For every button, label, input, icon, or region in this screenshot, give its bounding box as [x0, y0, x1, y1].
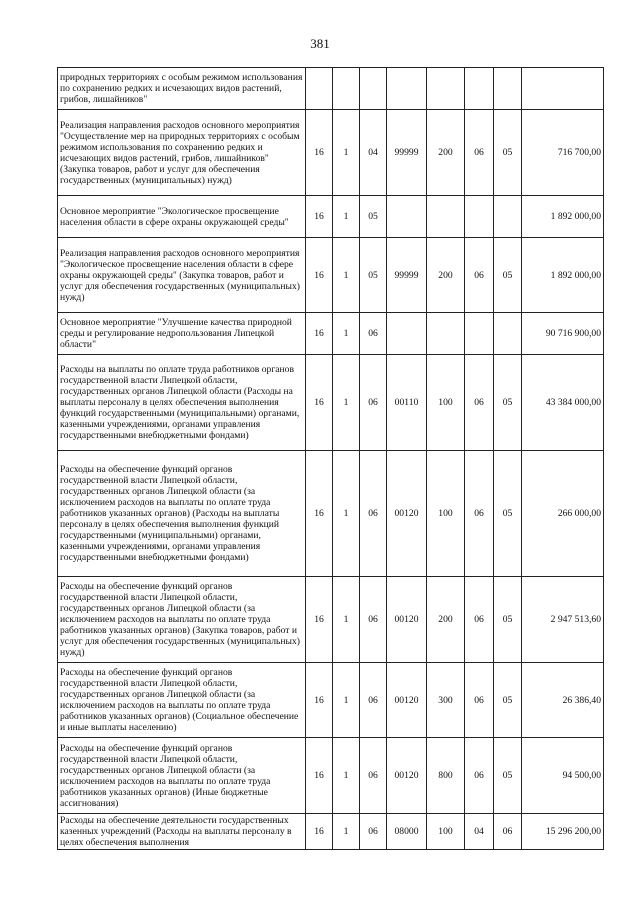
code-nr-cell: 99999 [387, 110, 427, 196]
table-row [58, 663, 604, 738]
amount-cell: 90 716 900,00 [522, 313, 604, 355]
code-pp-cell: 1 [333, 313, 360, 355]
description-cell: природных территориях с особым режимом использования по сохранению редких и исчезающих видов растений, грибов, лишайников" [58, 68, 306, 110]
description-cell: Расходы на обеспечение функций органов государственной власти Липецкой области, государственных органов Липецкой области (за исключением расходов на выплаты по оплате труда работников указанных органов) (Расходы на выплаты персоналу в целях обеспечения выполнения функций государственными (муниципальными) органами, казенными учреждениями, органами управления государственными внебюджетными фондами) [58, 451, 306, 577]
amount-cell: 15 296 200,00 [522, 814, 604, 850]
amount-cell: 1 892 000,00 [522, 238, 604, 313]
code-pr-cell [494, 313, 522, 355]
amount-cell [522, 68, 604, 110]
code-om-cell: 06 [360, 577, 387, 663]
table-row [58, 577, 604, 663]
code-gr-cell: 16 [306, 738, 333, 814]
code-pp-cell: 1 [333, 110, 360, 196]
code-pr-cell: 05 [494, 451, 522, 577]
code-vr-cell: 200 [427, 577, 465, 663]
code-vr-cell: 200 [427, 110, 465, 196]
code-rz-cell [465, 196, 494, 238]
description-cell: Реализация направления расходов основного мероприятия "Осуществление мер на природных территориях с особым режимом использования по сохранению редких и исчезающих видов растений, грибов, лишайников" (Закупка товаров, работ и услуг для обеспечения государственных (муниципальных) нужд) [58, 110, 306, 196]
code-gr-cell: 16 [306, 196, 333, 238]
description-cell: Расходы на обеспечение деятельности государственных казенных учреждений (Расходы на выплаты персоналу в целях обеспечения выполнения [58, 814, 306, 850]
amount-cell: 2 947 513,60 [522, 577, 604, 663]
code-gr-cell: 16 [306, 110, 333, 196]
code-rz-cell: 04 [465, 814, 494, 850]
table-row [58, 68, 604, 110]
table-row [58, 451, 604, 577]
description-cell: Основное мероприятие "Улучшение качества природной среды и регулирование недропользования Липецкой области" [58, 313, 306, 355]
code-rz-cell: 06 [465, 663, 494, 738]
code-om-cell: 06 [360, 355, 387, 451]
amount-cell: 43 384 000,00 [522, 355, 604, 451]
description-cell: Расходы на обеспечение функций органов государственной власти Липецкой области, государственных органов Липецкой области (за исключением расходов на выплаты по оплате труда работников указанных органов) (Закупка товаров, работ и услуг для обеспечения государственных (муниципальных) нужд) [58, 577, 306, 663]
code-rz-cell: 06 [465, 355, 494, 451]
table-body [58, 68, 604, 850]
code-pr-cell: 05 [494, 738, 522, 814]
table-row [58, 196, 604, 238]
code-pr-cell: 05 [494, 663, 522, 738]
code-gr-cell: 16 [306, 663, 333, 738]
description-cell: Реализация направления расходов основного мероприятия "Экологическое просвещение населения области в сфере охраны окружающей среды" (Закупка товаров, работ и услуг для обеспечения государственных (муниципальных) нужд) [58, 238, 306, 313]
code-om-cell: 05 [360, 196, 387, 238]
code-pr-cell [494, 196, 522, 238]
amount-cell: 1 892 000,00 [522, 196, 604, 238]
code-rz-cell: 06 [465, 577, 494, 663]
code-vr-cell: 800 [427, 738, 465, 814]
code-pr-cell [494, 68, 522, 110]
code-pp-cell: 1 [333, 814, 360, 850]
code-nr-cell: 00120 [387, 577, 427, 663]
code-pp-cell: 1 [333, 738, 360, 814]
description-cell: Расходы на обеспечение функций органов государственной власти Липецкой области, государственных органов Липецкой области (за исключением расходов на выплаты по оплате труда работников указанных органов) (Социальное обеспечение и иные выплаты населению) [58, 663, 306, 738]
code-pr-cell: 05 [494, 355, 522, 451]
code-om-cell: 06 [360, 738, 387, 814]
code-nr-cell: 00120 [387, 738, 427, 814]
code-pp-cell: 1 [333, 355, 360, 451]
code-rz-cell: 06 [465, 110, 494, 196]
code-om-cell: 04 [360, 110, 387, 196]
table-row [58, 313, 604, 355]
code-nr-cell [387, 68, 427, 110]
amount-cell: 716 700,00 [522, 110, 604, 196]
code-vr-cell [427, 68, 465, 110]
code-pp-cell [333, 68, 360, 110]
code-nr-cell [387, 196, 427, 238]
amount-cell: 26 386,40 [522, 663, 604, 738]
table-row [58, 110, 604, 196]
code-pp-cell: 1 [333, 577, 360, 663]
code-om-cell [360, 68, 387, 110]
code-nr-cell: 00110 [387, 355, 427, 451]
code-om-cell: 06 [360, 663, 387, 738]
code-gr-cell: 16 [306, 814, 333, 850]
table-row [58, 355, 604, 451]
code-gr-cell: 16 [306, 355, 333, 451]
table-row [58, 738, 604, 814]
code-pr-cell: 05 [494, 110, 522, 196]
code-vr-cell: 200 [427, 238, 465, 313]
code-gr-cell: 16 [306, 313, 333, 355]
code-nr-cell: 99999 [387, 238, 427, 313]
code-nr-cell: 00120 [387, 451, 427, 577]
code-gr-cell: 16 [306, 238, 333, 313]
code-rz-cell: 06 [465, 238, 494, 313]
code-pp-cell: 1 [333, 451, 360, 577]
code-pr-cell: 06 [494, 814, 522, 850]
code-vr-cell: 100 [427, 451, 465, 577]
description-cell: Расходы на обеспечение функций органов государственной власти Липецкой области, государственных органов Липецкой области (за исключением расходов на выплаты по оплате труда работников указанных органов) (Иные бюджетные ассигнования) [58, 738, 306, 814]
code-vr-cell: 100 [427, 814, 465, 850]
code-vr-cell: 100 [427, 355, 465, 451]
amount-cell: 266 000,00 [522, 451, 604, 577]
code-rz-cell: 06 [465, 451, 494, 577]
code-om-cell: 06 [360, 814, 387, 850]
code-gr-cell [306, 68, 333, 110]
description-cell: Основное мероприятие "Экологическое просвещение населения области в сфере охраны окружающей среды" [58, 196, 306, 238]
code-vr-cell [427, 196, 465, 238]
table-row [58, 814, 604, 850]
code-vr-cell: 300 [427, 663, 465, 738]
code-rz-cell [465, 313, 494, 355]
table-row [58, 238, 604, 313]
code-pr-cell: 05 [494, 577, 522, 663]
code-pr-cell: 05 [494, 238, 522, 313]
code-pp-cell: 1 [333, 663, 360, 738]
code-nr-cell [387, 313, 427, 355]
code-pp-cell: 1 [333, 196, 360, 238]
page-number: 381 [310, 36, 330, 51]
amount-cell: 94 500,00 [522, 738, 604, 814]
code-om-cell: 06 [360, 451, 387, 577]
code-gr-cell: 16 [306, 577, 333, 663]
code-rz-cell [465, 68, 494, 110]
description-cell: Расходы на выплаты по оплате труда работников органов государственной власти Липецкой области, государственных органов Липецкой области (Расходы на выплаты персоналу в целях обеспечения выполнения функций государственными (муниципальными) органами, казенными учреждениями, органами управления государственными внебюджетными фондами) [58, 355, 306, 451]
code-om-cell: 06 [360, 313, 387, 355]
code-nr-cell: 08000 [387, 814, 427, 850]
code-pp-cell: 1 [333, 238, 360, 313]
code-om-cell: 05 [360, 238, 387, 313]
code-rz-cell: 06 [465, 738, 494, 814]
code-vr-cell [427, 313, 465, 355]
code-nr-cell: 00120 [387, 663, 427, 738]
code-gr-cell: 16 [306, 451, 333, 577]
budget-table [57, 67, 604, 850]
